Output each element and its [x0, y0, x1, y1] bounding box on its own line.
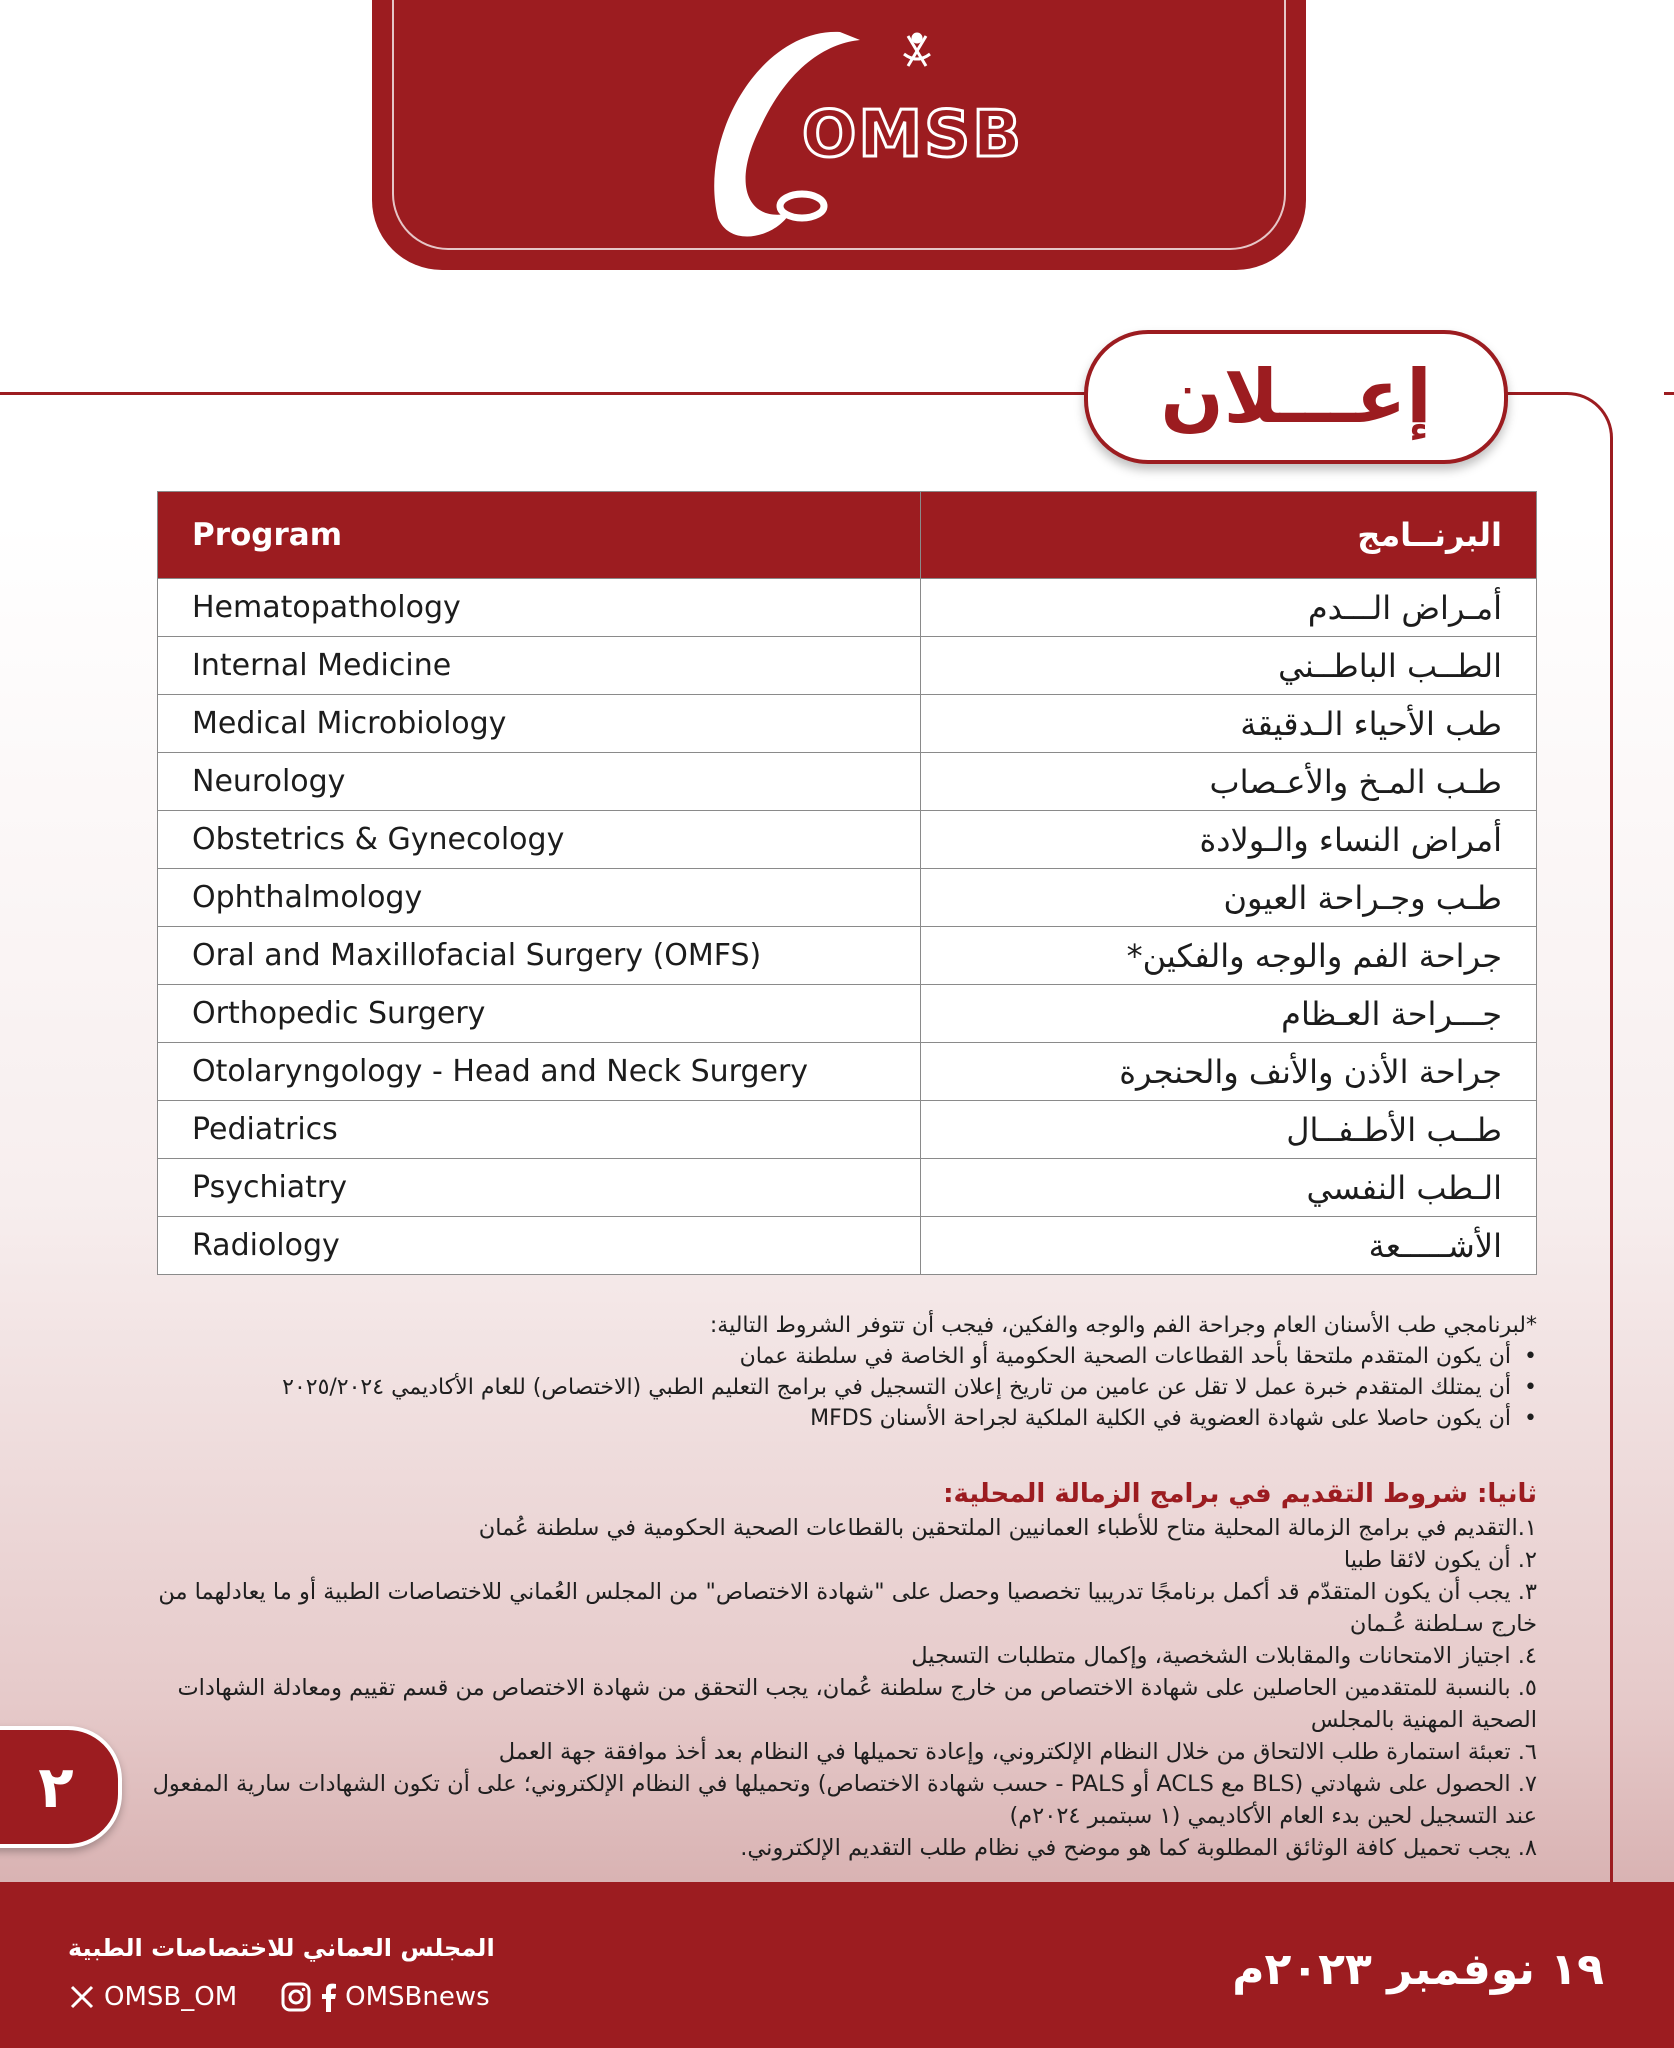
list-item: • أن يكون حاصلا على شهادة العضوية في الكلية الملكية لجراحة الأسنان MFDS — [140, 1403, 1511, 1434]
program-en: Medical Microbiology — [158, 695, 921, 753]
list-item: ٣. يجب أن يكون المتقدّم قد أكمل برنامجًا تدريبيا تخصصيا وحصل على "شهادة الاختصاص" من المجلس العُماني للاختصاصات الطبية أو ما يعادلهما من خارج سـلطنة عُـمان — [158, 1579, 1537, 1637]
program-ar: جراحة الأذن والأنف والحنجرة — [921, 1043, 1537, 1101]
notes-intro: *لبرنامجي طب الأسنان العام وجراحة الفم والوجه والفكين، فيجب أن تتوفر الشروط التالية: — [709, 1313, 1537, 1338]
program-en: Pediatrics — [158, 1101, 921, 1159]
program-ar: أمـراض الـــدم — [921, 579, 1537, 637]
table-row — [158, 1159, 1537, 1217]
program-en: Otolaryngology - Head and Neck Surgery — [158, 1043, 921, 1101]
list-item: ٧. الحصول على شهادتي (BLS مع ACLS أو PALS - حسب شهادة الاختصاص) وتحميلها في النظام الإلكتروني؛ على أن تكون الشهادات سارية المفعول عند التسجيل لحين بدء العام الأكاديمي (١ سبتمبر ٢٠٢٤م) — [152, 1771, 1537, 1829]
program-en: Internal Medicine — [158, 637, 921, 695]
program-ar: طب الأحياء الـدقيقة — [921, 695, 1537, 753]
program-en: Orthopedic Surgery — [158, 985, 921, 1043]
table-row — [158, 753, 1537, 811]
fellowship-conditions — [130, 1478, 1537, 1864]
table-row — [158, 869, 1537, 927]
program-ar: جراحة الفم والوجه والفكين* — [921, 927, 1537, 985]
table-row — [158, 579, 1537, 637]
program-ar: طـب وجـراحة العيون — [921, 869, 1537, 927]
logo-text: OMSB — [802, 98, 1023, 172]
table-row — [158, 637, 1537, 695]
announcement-title: إعـــلان — [1084, 330, 1508, 464]
table-row — [158, 695, 1537, 753]
table-row — [158, 1043, 1537, 1101]
program-ar: الأشـــــعة — [921, 1217, 1537, 1275]
notes-list — [140, 1341, 1537, 1434]
footer-date: ١٩ نوفمبر ٢٠٢٣م — [1232, 1944, 1604, 1995]
table-header-row — [158, 492, 1537, 579]
list-item: ٥. بالنسبة للمتقدمين الحاصلين على شهادة الاختصاص من خارج سلطنة عُمان، يجب التحقق من شهادة الاختصاص من قسم تقييم ومعادلة الشهادات الصحية المهنية بالمجلس — [177, 1675, 1537, 1733]
footer-bar — [0, 1882, 1674, 2048]
column-header-program-ar: البرنــامج — [921, 492, 1537, 579]
omsb-logo — [690, 18, 1023, 248]
program-ar: طـب المـخ والأعـصاب — [921, 753, 1537, 811]
facebook-icon[interactable] — [319, 1982, 337, 2012]
table-row — [158, 811, 1537, 869]
program-en: Ophthalmology — [158, 869, 921, 927]
program-ar: الـطب النفسي — [921, 1159, 1537, 1217]
x-handle[interactable]: OMSB_OM — [104, 1982, 238, 2012]
program-en: Oral and Maxillofacial Surgery (OMFS) — [158, 927, 921, 985]
news-handle[interactable]: OMSBnews — [345, 1982, 490, 2012]
list-item: • أن يكون المتقدم ملتحقا بأحد القطاعات الصحية الحكومية أو الخاصة في سلطنة عمان — [140, 1341, 1511, 1372]
program-ar: أمراض النساء والـولادة — [921, 811, 1537, 869]
footer-org-name: المجلس العماني للاختصاصات الطبية — [68, 1934, 495, 1962]
list-item: ٤. اجتياز الامتحانات والمقابلات الشخصية، وإكمال متطلبات التسجيل — [911, 1643, 1537, 1669]
footer-social — [68, 1982, 490, 2012]
list-item: • أن يمتلك المتقدم خبرة عمل لا تقل عن عامين من تاريخ إعلان التسجيل في برامج التعليم الطبي (الاختصاص) للعام الأكاديمي ٢٠٢٥/٢٠٢٤ — [140, 1372, 1511, 1403]
list-item: ١.التقديم في برامج الزمالة المحلية متاح للأطباء العمانيين الملتحقين بالقطاعات الصحية الحكومية في سلطنة عُمان — [478, 1515, 1537, 1541]
table-row — [158, 1217, 1537, 1275]
program-en: Psychiatry — [158, 1159, 921, 1217]
programs-table — [157, 491, 1537, 1275]
table-row — [158, 1101, 1537, 1159]
program-en: Neurology — [158, 753, 921, 811]
list-item: ٨. يجب تحميل كافة الوثائق المطلوبة كما هو موضح في نظام طلب التقديم الإلكتروني. — [740, 1835, 1537, 1861]
section-heading: ثانيا: شروط التقديم في برامج الزمالة المحلية: — [943, 1479, 1537, 1509]
list-item: ٦. تعبئة استمارة طلب الالتحاق من خلال النظام الإلكتروني، وإعادة تحميلها في النظام بعد أخذ موافقة جهة العمل — [498, 1739, 1537, 1765]
dental-program-notes — [140, 1310, 1537, 1434]
list-item: ٢. أن يكون لائقا طبيا — [1343, 1547, 1537, 1573]
column-header-program: Program — [158, 492, 921, 579]
divider-line-left — [0, 392, 1090, 395]
program-en: Hematopathology — [158, 579, 921, 637]
program-ar: الطــب الباطــني — [921, 637, 1537, 695]
program-ar: جـــراحة العـظام — [921, 985, 1537, 1043]
table-row — [158, 985, 1537, 1043]
program-ar: طــب الأطـفــال — [921, 1101, 1537, 1159]
divider-line-right — [1664, 392, 1674, 395]
program-en: Radiology — [158, 1217, 921, 1275]
page-number-badge: ٢ — [0, 1726, 122, 1848]
instagram-icon[interactable] — [281, 1982, 311, 2012]
conditions-list — [130, 1512, 1537, 1864]
x-icon[interactable] — [68, 1983, 96, 2011]
program-en: Obstetrics & Gynecology — [158, 811, 921, 869]
table-row — [158, 927, 1537, 985]
